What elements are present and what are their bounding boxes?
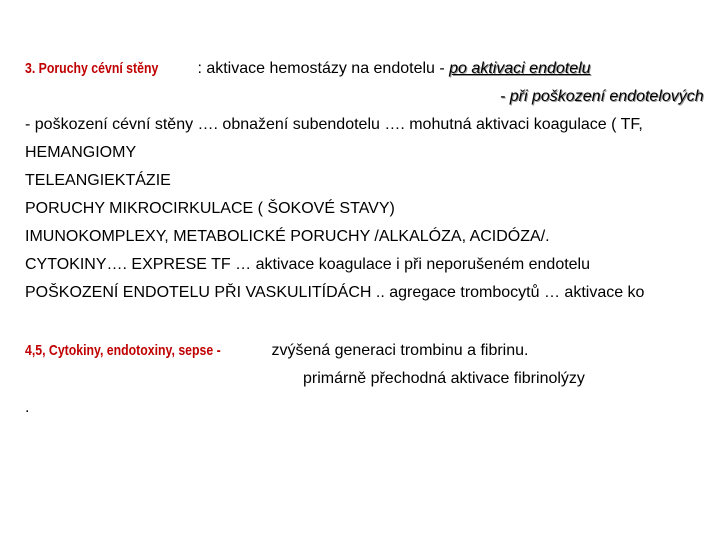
list-item-hemangiomy: HEMANGIOMY [25,144,137,161]
section45-heading: 4,5, Cytokiny, endotoxiny, sepse - [25,342,221,359]
section3-emphasis: po aktivaci endotelu [449,60,591,77]
section3-line2: - při poškození endotelových [500,88,704,105]
section45-line2: primárně přechodná aktivace fibrinolýzy [303,370,585,387]
section3-text: : aktivace hemostázy na endotelu - [193,60,450,77]
section3-heading-line [25,59,591,79]
list-item-teleangiektazie: TELEANGIEKTÁZIE [25,172,171,189]
list-item-cytokiny: CYTOKINY…. EXPRESE TF … aktivace koagulace i při neporušeném endotelu [25,256,591,273]
section3-heading: 3. Poruchy cévní stěny [25,60,159,77]
list-item-mikrocirkulace: PORUCHY MIKROCIRKULACE ( ŠOKOVÉ STAVY) [25,200,395,217]
section45-text: zvýšená generaci trombinu a fibrinu. [267,342,529,359]
section45-heading-line [25,341,528,361]
list-item-imunokomplexy: IMUNOKOMPLEXY, METABOLICKÉ PORUCHY /ALKALÓZA, ACIDÓZA/. [25,228,550,245]
trailing-dot: . [25,399,30,416]
list-item-poskozeni-endotelu: POŠKOZENÍ ENDOTELU PŘI VASKULITÍDÁCH .. agregace trombocytů … aktivace ko [25,284,645,301]
section3-line3: - poškození cévní stěny …. obnažení subendotelu …. mohutná aktivaci koagulace ( TF, [25,116,643,133]
